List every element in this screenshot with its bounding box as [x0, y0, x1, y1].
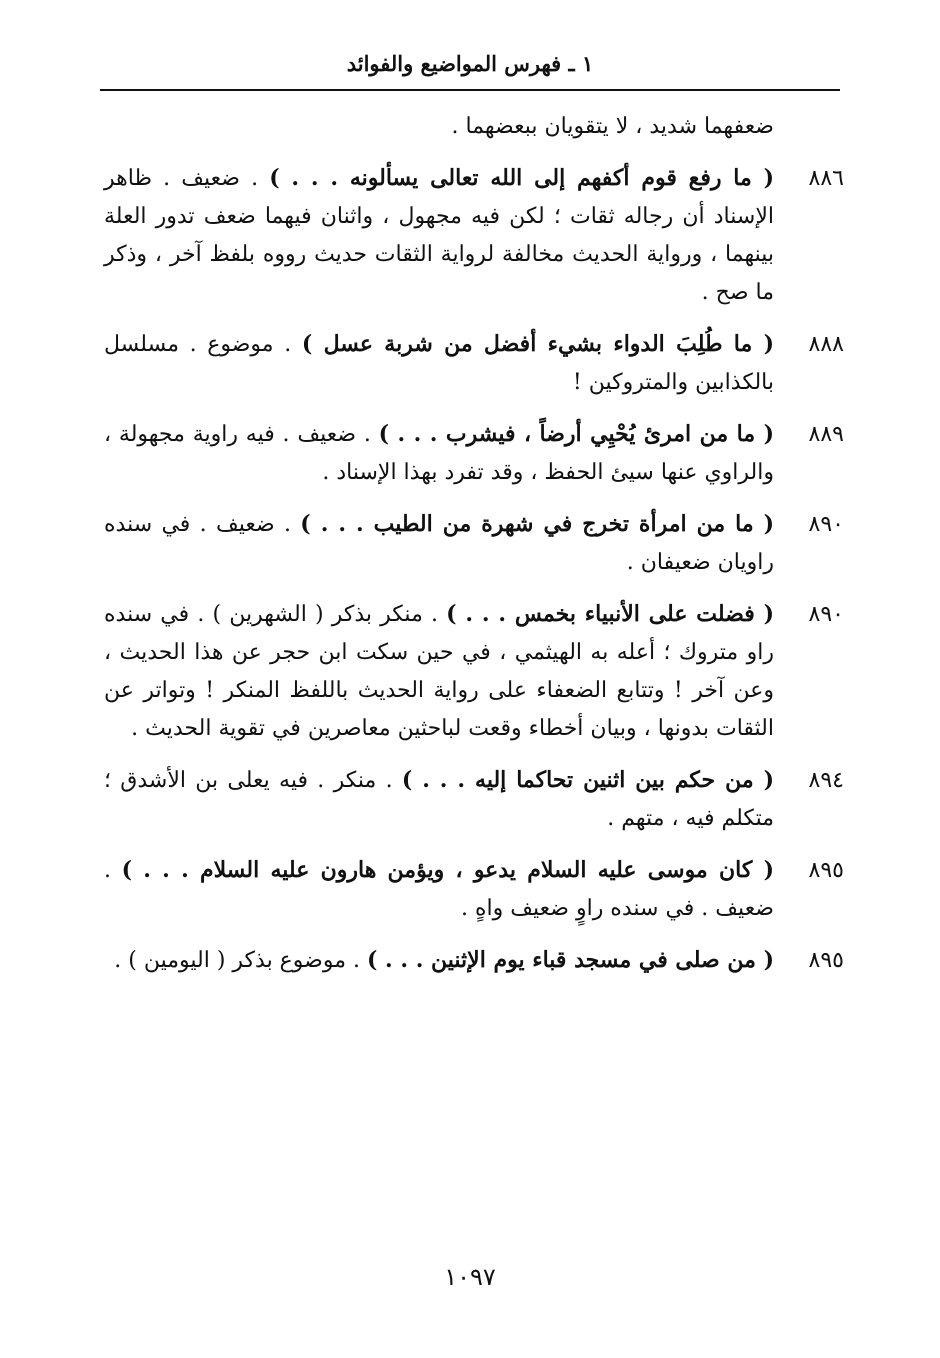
entry-number: ٨٨٨: [808, 332, 844, 357]
index-entry: [104, 761, 844, 838]
entry-commentary: . ضعيف . فيه راوية مجهولة ، والراوي عنها سيئ الحفظ ، وقد تفرد بهذا الإسناد .: [104, 422, 774, 485]
entry-number: ٨٨٦: [808, 166, 844, 191]
index-entry: [104, 941, 844, 980]
entry-number: ٨٩٠: [808, 512, 844, 537]
index-entry: [104, 159, 844, 312]
index-content: [104, 108, 844, 980]
entry-number: ٨٨٩: [808, 422, 844, 447]
running-header: ١ ـ فهرس المواضيع والفوائد: [346, 51, 594, 76]
hadith-text: ( ما من امرأة تخرج في شهرة من الطيب . . . ): [300, 511, 774, 537]
hadith-text: ( كان موسى عليه السلام يدعو ، ويؤمن هارون عليه السلام . . . ): [121, 857, 774, 883]
entry-commentary: . منكر . فيه يعلى بن الأشدق ؛ متكلم فيه ، متهم .: [104, 768, 774, 831]
index-entry: [104, 415, 844, 492]
entry-commentary: . ضعيف . في سنده راويان ضعيفان .: [104, 512, 774, 575]
entry-number: ٨٩٥: [808, 858, 844, 883]
index-entry: [104, 505, 844, 582]
entry-number: ٨٩٤: [808, 768, 844, 793]
hadith-text: ( ما رفع قوم أكفهم إلى الله تعالى يسألونه . . . ): [269, 165, 774, 191]
hadith-text: ( فضلت على الأنبياء بخمس . . . ): [446, 601, 774, 627]
hadith-text: ( ما طُلِبَ الدواء بشيء أفضل من شربة عسل ): [301, 331, 775, 357]
hadith-text: ( من حكم بين اثنين تحاكما إليه . . . ): [401, 767, 774, 793]
entry-commentary: . موضوع بذكر ( اليومين ) .: [114, 948, 367, 973]
index-entry: [104, 325, 844, 402]
continuation-text: ضعفهما شديد ، لا يتقويان ببعضهما .: [451, 114, 774, 139]
header-rule: [100, 89, 840, 91]
entry-commentary: . موضوع . مسلسل بالكذابين والمتروكين !: [104, 332, 774, 395]
entry-commentary: . ضعيف . ظاهر الإسناد أن رجاله ثقات ؛ لكن فيه مجهول ، واثنان فيهما ضعف تدور العلة بينهما ، ورواية الحديث مخالفة لرواية الثقات حديث رووه بلفظ آخر ، وذكر ما صح .: [104, 166, 774, 305]
entry-commentary: . ضعيف . في سنده راوٍ ضعيف واهٍ .: [104, 858, 774, 921]
entry-number: ٨٩٠: [808, 602, 844, 627]
entry-number: ٨٩٥: [808, 948, 844, 973]
index-entry: [104, 851, 844, 928]
page-number: ١٠٩٧: [444, 1263, 496, 1291]
hadith-text: ( من صلى في مسجد قباء يوم الإثنين . . . ): [366, 947, 774, 973]
index-entry: [104, 595, 844, 748]
entry-commentary: . منكر بذكر ( الشهرين ) . في سنده راو متروك ؛ أعله به الهيثمي ، في حين سكت ابن حجر عن هذا الحديث ، وعن آخر ! وتتابع الضعفاء على رواية الحديث باللفظ المنكر ! وتواتر عن الثقات بدونها ، وبيان أخطاء وقعت لباحثين معاصرين في تقوية الحديث .: [104, 602, 774, 741]
hadith-text: ( ما من امرئ يُحْيِي أرضاً ، فيشرب . . . ): [378, 421, 774, 447]
